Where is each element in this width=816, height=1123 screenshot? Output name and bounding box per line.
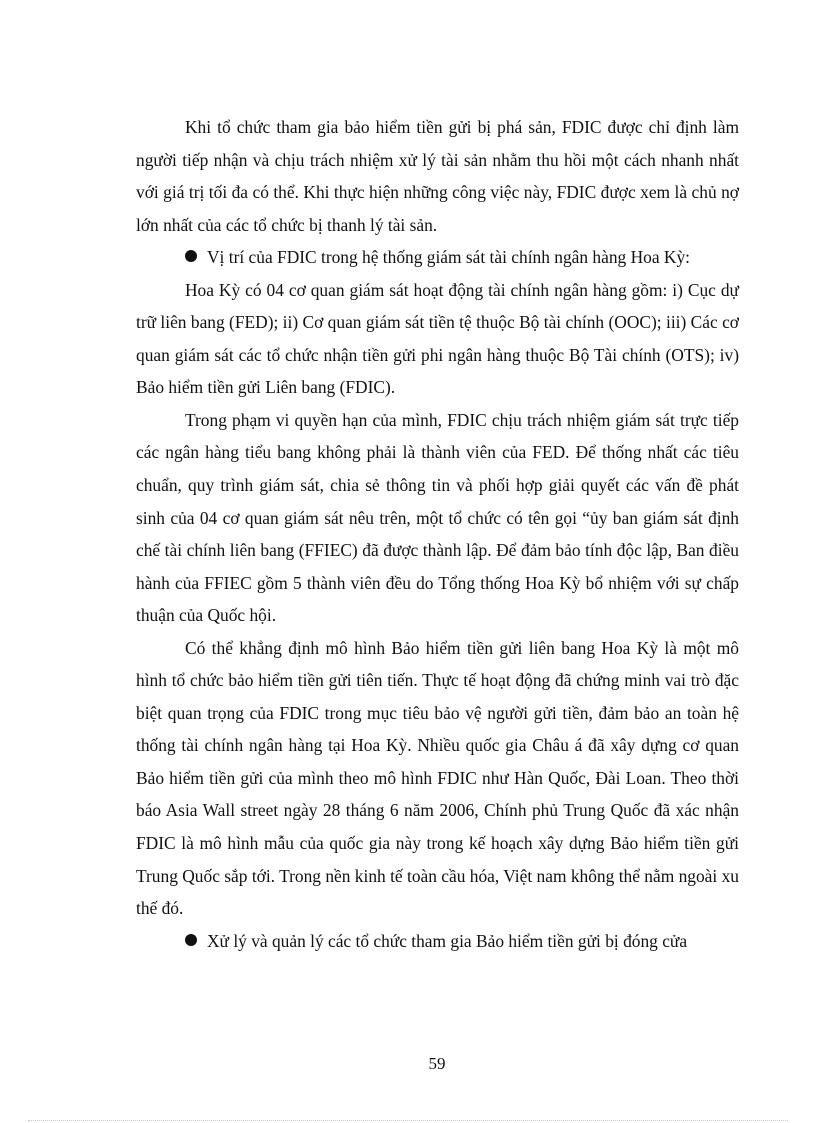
paragraph-fdic-model: Có thể khẳng định mô hình Bảo hiểm tiền gửi liên bang Hoa Kỳ là một mô hình tổ chức bảo hiểm tiền gửi tiên tiến. Thực tế hoạt động đã chứng minh vai trò đặc biệt quan trọng của FDIC trong mục tiêu bảo vệ người gửi tiền, đảm bảo an toàn hệ thống tài chính ngân hàng tại Hoa Kỳ. Nhiều quốc gia Châu á đã xây dựng cơ quan Bảo hiểm tiền gửi của mình theo mô hình FDIC như Hàn Quốc, Đài Loan. Theo thời báo Asia Wall street ngày 28 tháng 6 năm 2006, Chính phủ Trung Quốc đã xác nhận FDIC là mô hình mẫu của quốc gia này trong kế hoạch xây dựng Bảo hiểm tiền gửi Trung Quốc sắp tới. Trong nền kinh tế toàn cầu hóa, Việt nam không thể nằm ngoài xu thế đó. bbox=[136, 637, 739, 919]
paragraph-ffiec: Trong phạm vi quyền hạn của mình, FDIC chịu trách nhiệm giám sát trực tiếp các ngân hàng tiểu bang không phải là thành viên của FED. Để thống nhất các tiêu chuẩn, quy trình giám sát, chia sẻ thông tin và phối hợp giải quyết các vấn đề phát sinh của 04 cơ quan giám sát nêu trên, một tổ chức có tên gọi “ủy ban giám sát định chế tài chính liên bang (FFIEC) đã được thành lập. Để đảm bảo tính độc lập, Ban điều hành của FFIEC gồm 5 thành viên đều do Tổng thống Hoa Kỳ bổ nhiệm với sự chấp thuận của Quốc hội. bbox=[136, 409, 739, 626]
bullet-fdic-position bbox=[136, 241, 739, 274]
page-number: 59 bbox=[428, 1054, 446, 1073]
bullet-dot-icon bbox=[185, 250, 197, 262]
bullet-closed-institutions-text: Xử lý và quản lý các tổ chức tham gia Bảo hiểm tiền gửi bị đóng cửa bbox=[207, 930, 688, 951]
paragraph-fdic-receiver: Khi tổ chức tham gia bảo hiểm tiền gửi bị phá sản, FDIC được chỉ định làm người tiếp nhận và chịu trách nhiệm xử lý tài sản nhằm thu hồi một cách nhanh nhất với giá trị tối đa có thể. Khi thực hiện những công việc này, FDIC được xem là chủ nợ lớn nhất của các tổ chức bị thanh lý tài sản. bbox=[136, 117, 739, 235]
bullet-dot-icon bbox=[185, 934, 197, 946]
bullet-closed-institutions bbox=[136, 925, 739, 958]
page-bottom-divider bbox=[28, 1120, 788, 1121]
paragraph-supervisory-agencies: Hoa Kỳ có 04 cơ quan giám sát hoạt động tài chính ngân hàng gồm: i) Cục dự trữ liên bang (FED); ii) Cơ quan giám sát tiền tệ thuộc Bộ tài chính (OOC); iii) Các cơ quan giám sát các tổ chức nhận tiền gửi phi ngân hàng thuộc Bộ Tài chính (OTS); iv) Bảo hiểm tiền gửi Liên bang (FDIC). bbox=[136, 279, 739, 398]
page-body bbox=[136, 111, 739, 957]
bullet-fdic-position-text: Vị trí của FDIC trong hệ thống giám sát tài chính ngân hàng Hoa Kỳ: bbox=[207, 247, 690, 268]
